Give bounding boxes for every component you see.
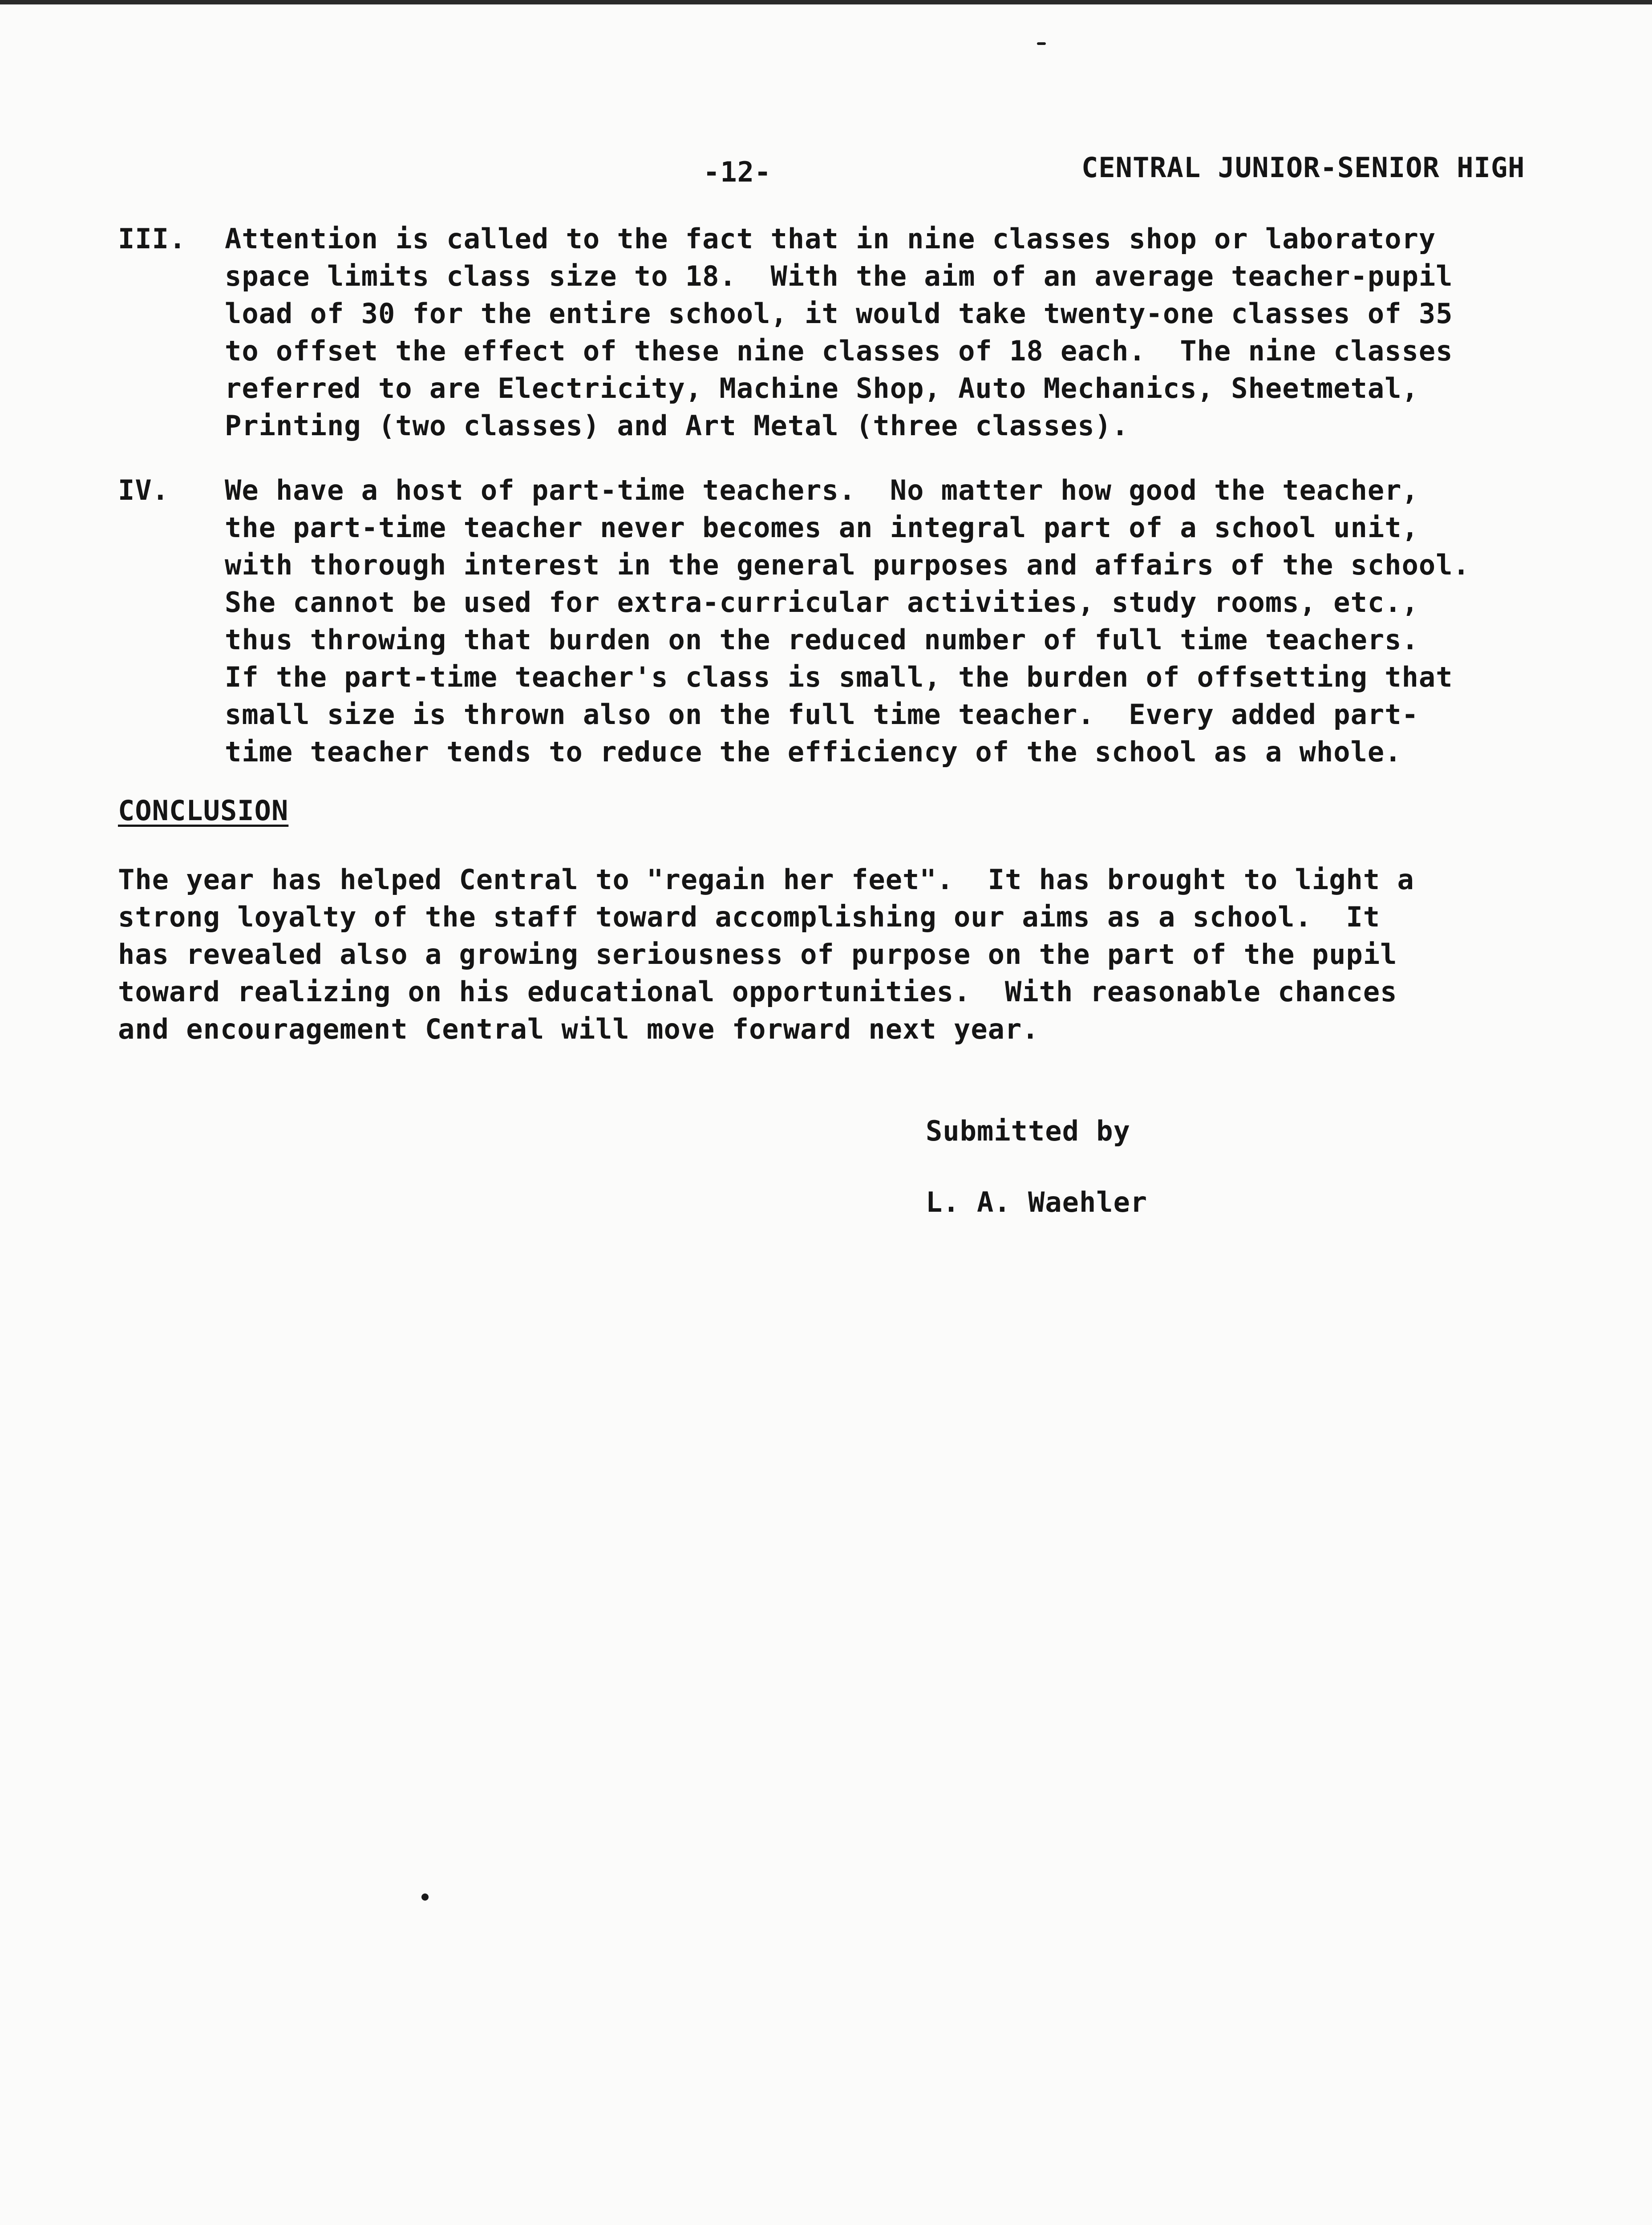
scan-speck xyxy=(1037,42,1046,45)
text-line: We have a host of part-time teachers. No matter how good the teacher, xyxy=(225,474,1419,506)
text-line: and encouragement Central will move forward next year. xyxy=(118,1013,1039,1045)
text-line: with thorough interest in the general purposes and affairs of the school. xyxy=(225,549,1470,581)
text-line: Printing (two classes) and Art Metal (three classes). xyxy=(225,409,1129,442)
item-numeral: IV. xyxy=(118,474,169,506)
scan-speck xyxy=(421,1893,429,1901)
text-line: the part-time teacher never becomes an integral part of a school unit, xyxy=(225,511,1419,544)
text-line: If the part-time teacher's class is small, the burden of offsetting that xyxy=(225,661,1453,693)
text-line: has revealed also a growing seriousness of purpose on the part of the pupil xyxy=(118,938,1397,971)
text-line: Attention is called to the fact that in nine classes shop or laboratory xyxy=(225,222,1436,255)
text-line: referred to are Electricity, Machine Shop, Auto Mechanics, Sheetmetal, xyxy=(225,372,1419,405)
conclusion-heading: CONCLUSION xyxy=(118,794,289,827)
running-header: CENTRAL JUNIOR-SENIOR HIGH xyxy=(1081,151,1525,184)
scan-top-edge xyxy=(0,0,1652,4)
item-paragraph xyxy=(225,220,1453,445)
submitted-by-label: Submitted by xyxy=(926,1115,1130,1147)
text-line: to offset the effect of these nine classes of 18 each. The nine classes xyxy=(225,335,1453,367)
conclusion-paragraph xyxy=(118,861,1414,1048)
page-number: -12- xyxy=(703,156,772,188)
text-line: load of 30 for the entire school, it would take twenty-one classes of 35 xyxy=(225,297,1453,330)
text-line: time teacher tends to reduce the efficiency of the school as a whole. xyxy=(225,736,1402,768)
text-line: space limits class size to 18. With the aim of an average teacher-pupil xyxy=(225,260,1453,292)
text-line: She cannot be used for extra-curricular activities, study rooms, etc., xyxy=(225,586,1419,619)
signer-name: L. A. Waehler xyxy=(926,1186,1148,1218)
text-line: toward realizing on his educational opportunities. With reasonable chances xyxy=(118,975,1397,1008)
text-line: The year has helped Central to "regain her feet". It has brought to light a xyxy=(118,863,1414,896)
text-line: small size is thrown also on the full time teacher. Every added part- xyxy=(225,698,1419,731)
text-line: thus throwing that burden on the reduced number of full time teachers. xyxy=(225,623,1419,656)
item-paragraph xyxy=(225,472,1470,771)
text-line: strong loyalty of the staff toward accomplishing our aims as a school. It xyxy=(118,901,1381,933)
item-numeral: III. xyxy=(118,222,186,255)
